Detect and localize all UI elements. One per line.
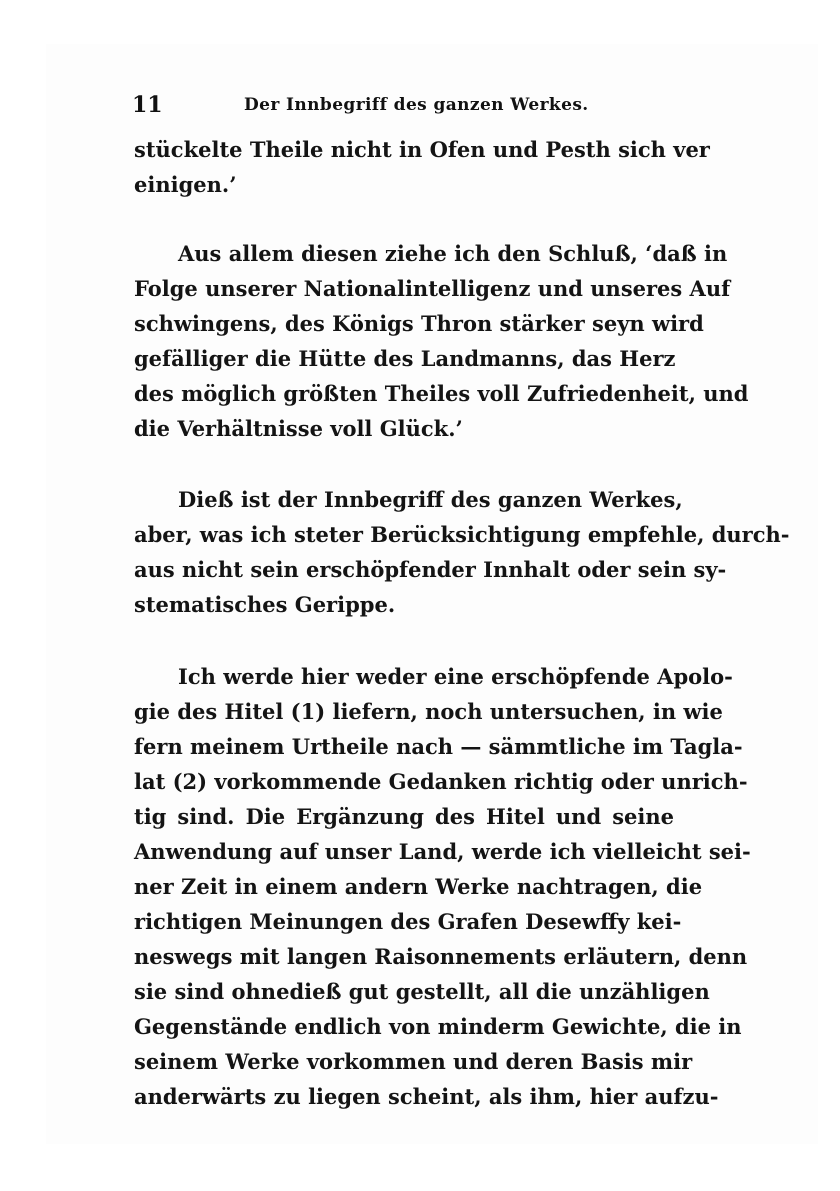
text-line: schwingens, des Königs Thron stärker seyn wird [134, 311, 704, 336]
text-line: Anwendung auf unser Land, werde ich vielleicht sei- [134, 839, 751, 864]
text-line: gefälliger die Hütte des Landmanns, das Herz [134, 346, 676, 371]
text-line: sie sind ohnedieß gut gestellt, all die unzähligen [134, 979, 710, 1004]
text-line: tig sind. Die Ergänzung des Hitel und seine [134, 804, 674, 829]
text-line: ner Zeit in einem andern Werke nachtragen, die [134, 874, 703, 899]
text-line: stückelte Theile nicht in Ofen und Pesth sich ver [134, 137, 710, 162]
text-line: die Verhältnisse voll Glück.’ [134, 416, 463, 441]
text-line: fern meinem Urtheile nach — sämmtliche im Tagla- [134, 734, 743, 759]
paragraph-1 [134, 132, 710, 202]
text-line: Gegenstände endlich von minderm Gewichte, die in [134, 1014, 742, 1039]
page-header [132, 92, 692, 122]
text-line: neswegs mit langen Raisonnements erläutern, denn [134, 944, 748, 969]
paragraph-3 [134, 482, 790, 622]
text-line: des möglich größten Theiles voll Zufriedenheit, und [134, 381, 749, 406]
text-line: aber, was ich steter Berücksichtigung empfehle, durch- [134, 522, 790, 547]
text-line: einigen.’ [134, 172, 237, 197]
text-line: lat (2) vorkommende Gedanken richtig oder unrich- [134, 769, 748, 794]
text-line: stematisches Gerippe. [134, 592, 396, 617]
text-line: richtigen Meinungen des Grafen Desewffy kei- [134, 909, 682, 934]
text-line: gie des Hitel (1) liefern, noch untersuchen, in wie [134, 699, 723, 724]
paragraph-2 [134, 236, 749, 446]
body-text [134, 132, 790, 1114]
page-number: 11 [132, 92, 163, 118]
text-line: aus nicht sein erschöpfender Innhalt oder sein sy- [134, 557, 727, 582]
text-line: Dieß ist der Innbegriff des ganzen Werkes, [178, 487, 683, 512]
text-line: seinem Werke vorkommen und deren Basis mir [134, 1049, 693, 1074]
text-line: anderwärts zu liegen scheint, als ihm, hier aufzu- [134, 1084, 719, 1109]
text-line: Aus allem diesen ziehe ich den Schluß, ‘daß in [178, 241, 728, 266]
text-line: Folge unserer Nationalintelligenz und unseres Auf [134, 276, 731, 301]
running-head: Der Innbegriff des ganzen Werkes. [244, 95, 589, 115]
text-line: Ich werde hier weder eine erschöpfende Apolo- [178, 664, 733, 689]
paragraph-4 [134, 659, 751, 1114]
